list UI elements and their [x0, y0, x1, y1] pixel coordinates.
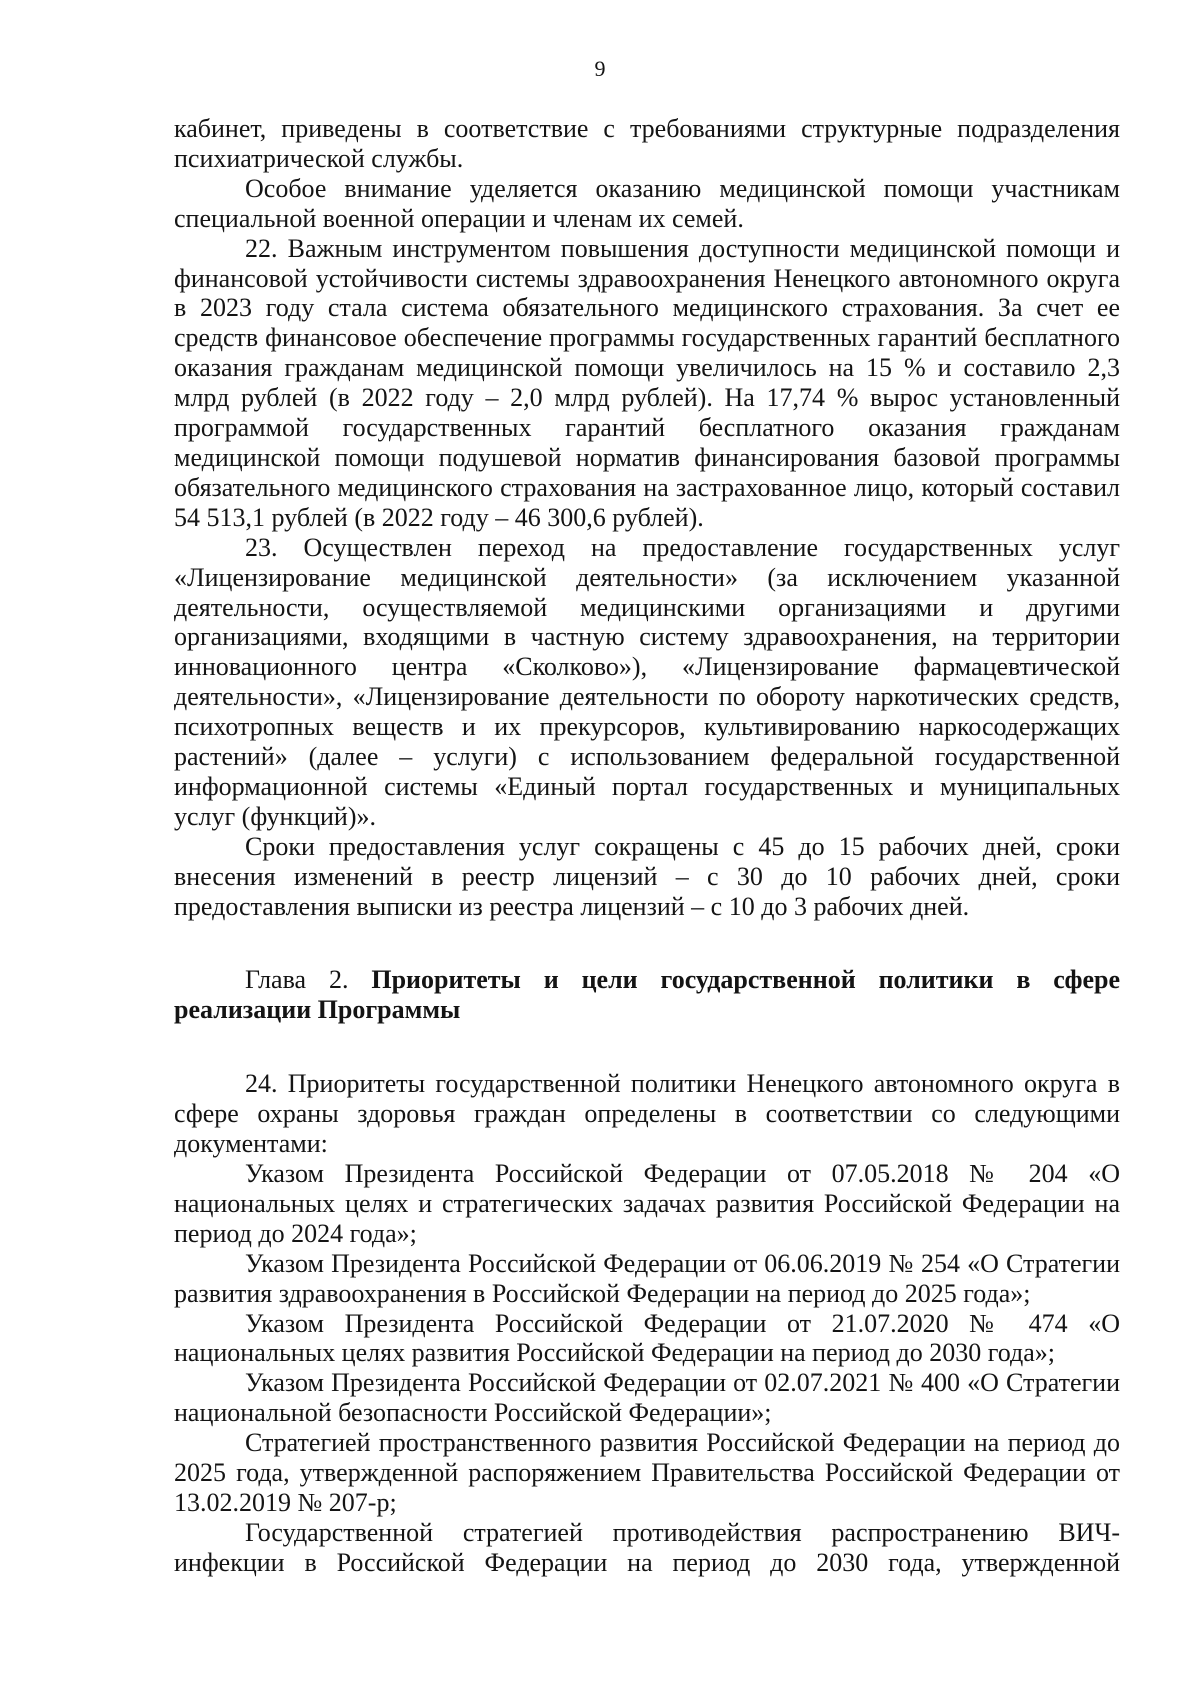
list-item-hiv-strategy: Государственной стратегией противодействия распространению ВИЧ-инфекции в Российской Федерации на период до 2030 года, утвержденной: [174, 1517, 1120, 1577]
list-item-decree-474: Указом Президента Российской Федерации от 21.07.2020 № 474 «О национальных целях развития Российской Федерации на период до 2030 года»;: [174, 1308, 1120, 1368]
list-item-decree-204: Указом Президента Российской Федерации от 07.05.2018 № 204 «О национальных целях и стратегических задачах развития Российской Федерации на период до 2024 года»;: [174, 1159, 1120, 1248]
paragraph-service-terms: Сроки предоставления услуг сокращены с 45 до 15 рабочих дней, сроки внесения изменений в реестр лицензий – с 30 до 10 рабочих дней, сроки предоставления выписки из реестра лицензий – с 10 до 3 рабочих дней.: [174, 831, 1120, 921]
list-item-decree-254: Указом Президента Российской Федерации от 06.06.2019 № 254 «О Стратегии развития здравоохранения в Российской Федерации на период до 2025 года»;: [174, 1248, 1120, 1308]
list-item-decree-400: Указом Президента Российской Федерации от 02.07.2021 № 400 «О Стратегии национальной безопасности Российской Федерации»;: [174, 1368, 1120, 1428]
paragraph-22-oms: 22. Важным инструментом повышения доступности медицинской помощи и финансовой устойчивости системы здравоохранения Ненецкого автономного округа в 2023 году стала система обязательного медицинского страхования. За счет ее средств финансовое обеспечение программы государственных гарантий бесплатного оказания гражданам медицинской помощи увеличилось на 15 % и составило 2,3 млрд рублей (в 2022 году – 2,0 млрд рублей). На 17,74 % вырос установленный программой государственных гарантий бесплатного оказания гражданам медицинской помощи подушевой норматив финансирования базовой программы обязательного медицинского страхования на застрахованное лицо, который составил 54 513,1 рублей (в 2022 году – 46 300,6 рублей).: [174, 233, 1120, 532]
list-item-spatial-strategy: Стратегией пространственного развития Российской Федерации на период до 2025 года, утвержденной распоряжением Правительства Российской Федерации от 13.02.2019 № 207-р;: [174, 1428, 1120, 1517]
paragraph-24-priorities: 24. Приоритеты государственной политики Ненецкого автономного округа в сфере охраны здоровья граждан определены в соответствии со следующими документами:: [174, 1069, 1120, 1159]
chapter-title: Приоритеты и цели государственной политики в сфере реализации Программы: [174, 965, 1121, 1025]
paragraph-23-licensing: 23. Осуществлен переход на предоставление государственных услуг «Лицензирование медицинской деятельности» (за исключением указанной деятельности, осуществляемой медицинскими организациями и другими организациями, входящими в частную систему здравоохранения, на территории инновационного центра «Сколково»), «Лицензирование фармацевтической деятельности», «Лицензирование деятельности по обороту наркотических средств, психотропных веществ и их прекурсоров, культивированию наркосодержащих растений» (далее – услуги) с использованием федеральной государственной информационной системы «Единый портал государственных и муниципальных услуг (функций)».: [174, 532, 1120, 831]
chapter-heading: [174, 965, 1120, 1025]
page-number: 9: [594, 56, 606, 81]
document-body: [174, 114, 1120, 1578]
paragraph-continuation: кабинет, приведены в соответствие с требованиями структурные подразделения психиатрической службы.: [174, 114, 1120, 173]
paragraph-svo-care: Особое внимание уделяется оказанию медицинской помощи участникам специальной военной операции и членам их семей.: [174, 173, 1120, 233]
chapter-number: Глава 2.: [245, 965, 349, 995]
